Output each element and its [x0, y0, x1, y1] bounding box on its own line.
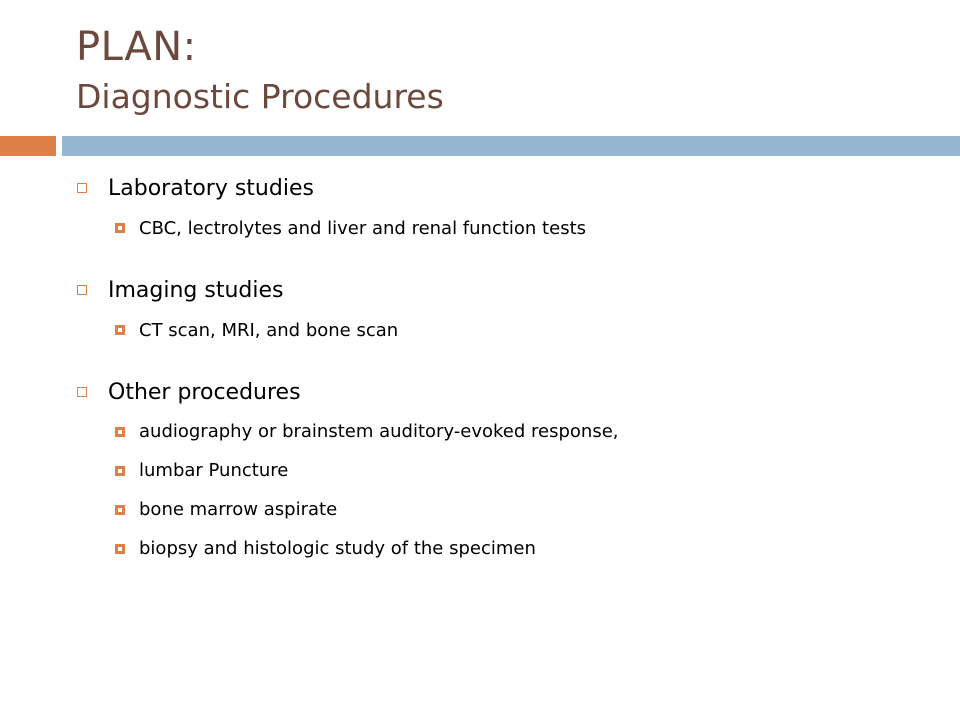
slide-content — [76, 168, 936, 590]
sub-list — [76, 310, 936, 350]
slide-title — [76, 22, 444, 120]
list-item-label: audiography or brainstem auditory-evoked response, — [139, 421, 619, 442]
square-bullet-icon — [115, 223, 125, 233]
section-label: Laboratory studies — [108, 175, 314, 201]
accent-bar-orange — [0, 136, 56, 156]
hollow-square-bullet-icon — [77, 183, 87, 193]
square-bullet-icon — [115, 427, 125, 437]
square-bullet-icon — [115, 325, 125, 335]
section-other-procedures — [76, 372, 936, 568]
list-item — [76, 208, 936, 248]
accent-bar-blue — [62, 136, 960, 156]
section-label: Other procedures — [108, 379, 301, 405]
section-laboratory-studies — [76, 168, 936, 248]
list-item-label: CBC, lectrolytes and liver and renal function tests — [139, 217, 587, 239]
list-item — [76, 451, 936, 490]
section-header — [76, 372, 936, 412]
list-item — [76, 529, 936, 568]
square-bullet-icon — [115, 505, 125, 515]
list-item-label: lumbar Puncture — [139, 460, 289, 481]
section-header — [76, 270, 936, 310]
section-label: Imaging studies — [108, 277, 284, 303]
list-item — [76, 412, 936, 451]
square-bullet-icon — [115, 466, 125, 476]
square-bullet-icon — [115, 544, 125, 554]
section-imaging-studies — [76, 270, 936, 350]
list-item-label: biopsy and histologic study of the specimen — [139, 538, 536, 559]
hollow-square-bullet-icon — [77, 285, 87, 295]
list-item-label: CT scan, MRI, and bone scan — [139, 319, 399, 341]
list-item — [76, 310, 936, 350]
list-item — [76, 490, 936, 529]
sub-list — [76, 412, 936, 568]
section-header — [76, 168, 936, 208]
list-item-label: bone marrow aspirate — [139, 499, 338, 520]
title-line-subtitle: Diagnostic Procedures — [76, 77, 444, 116]
sub-list — [76, 208, 936, 248]
hollow-square-bullet-icon — [77, 387, 87, 397]
title-line-plan: PLAN: — [76, 24, 197, 70]
